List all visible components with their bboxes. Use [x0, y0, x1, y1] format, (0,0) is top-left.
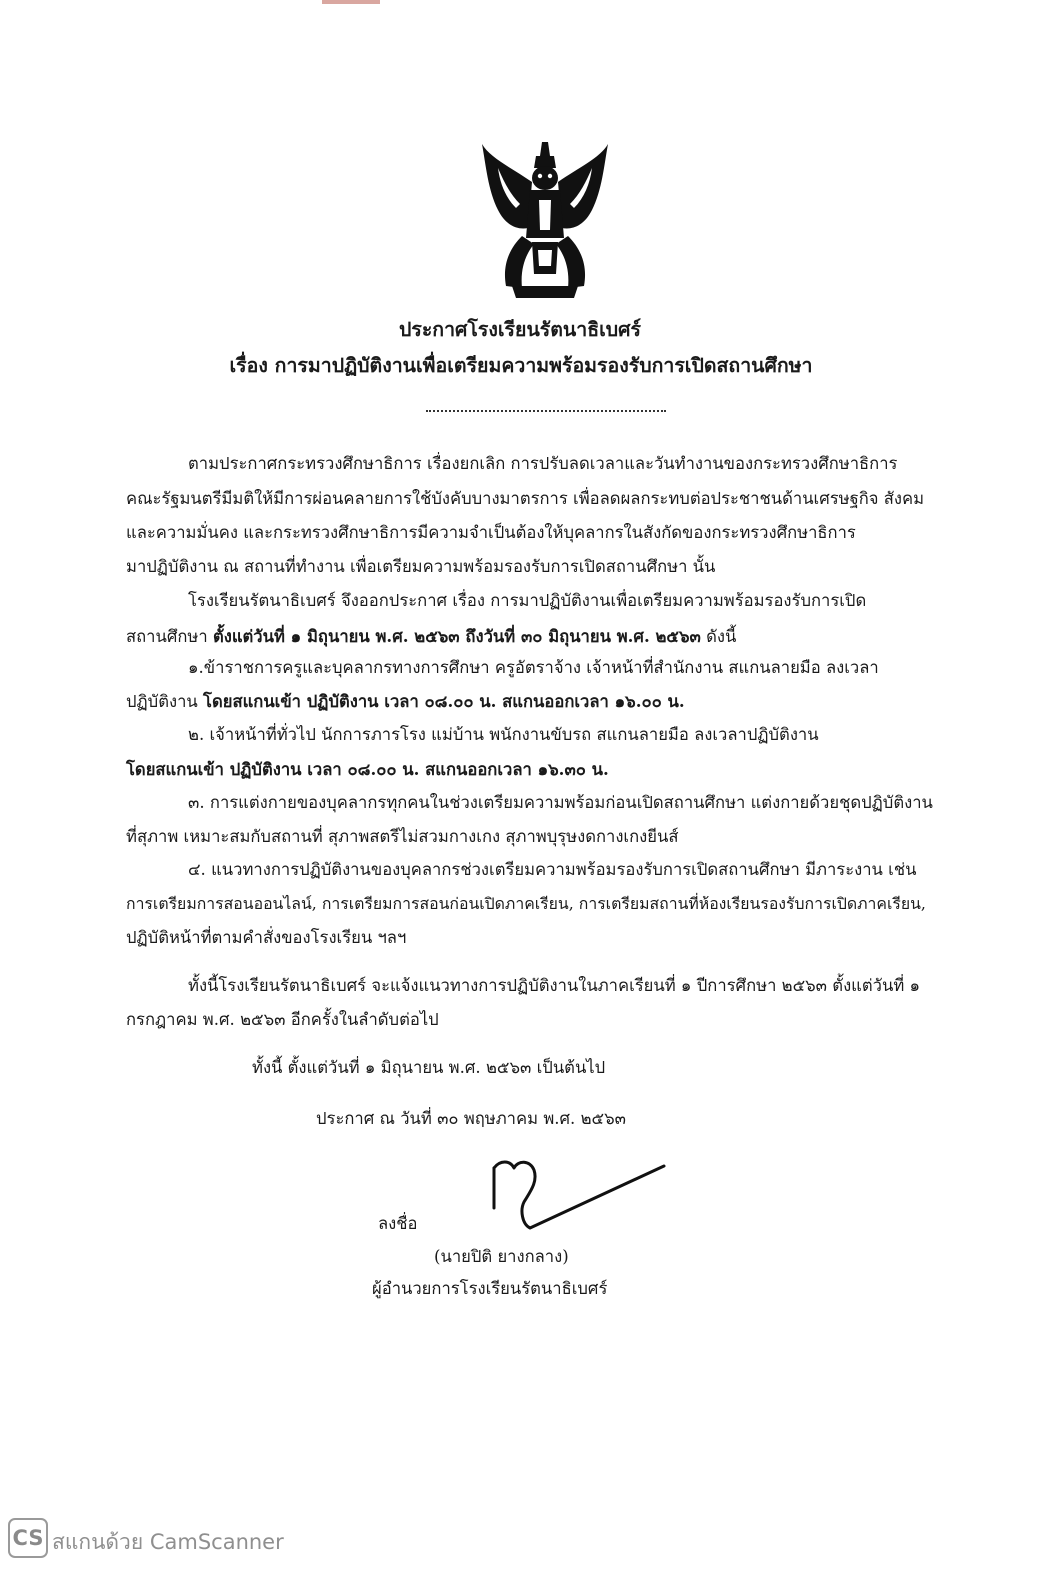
para2-line	[126, 628, 736, 646]
sign-label: ลงชื่อ	[378, 1214, 418, 1233]
item1-line	[126, 693, 685, 711]
item2-line: ๒. เจ้าหน้าที่ทั่วไป นักการภารโรง แม่บ้าน พนักงานขับรถ สแกนลายมือ ลงเวลาปฏิบัติงาน	[188, 725, 819, 744]
signature-stroke	[486, 1158, 668, 1232]
para1-line: มาปฏิบัติงาน ณ สถานที่ทำงาน เพื่อเตรียมความพร้อมรองรับการเปิดสถานศึกษา นั้น	[126, 557, 716, 576]
scan-artifact	[322, 0, 380, 4]
dotted-separator	[426, 410, 666, 412]
camscanner-watermark: สแกนด้วย CamScanner	[52, 1530, 284, 1554]
item2-time: โดยสแกนเข้า ปฏิบัติงาน เวลา ๐๘.๐๐ น. สแกนออกเวลา ๑๖.๓๐ น.	[126, 759, 609, 779]
signer-name: (นายปิติ ยางกลาง)	[434, 1247, 569, 1266]
announcement-subject: เรื่อง การมาปฏิบัติงานเพื่อเตรียมความพร้อมรองรับการเปิดสถานศึกษา	[229, 354, 813, 377]
para1-line: คณะรัฐมนตรีมีมติให้มีการผ่อนคลายการใช้บังคับบางมาตรการ เพื่อลดผลกระทบต่อประชาชนด้านเศรษฐกิจ สังคม	[126, 489, 925, 508]
announcement-date: ประกาศ ณ วันที่ ๓๐ พฤษภาคม พ.ศ. ๒๕๖๓	[316, 1109, 626, 1128]
item1-text: ปฏิบัติงาน	[126, 692, 204, 711]
para1-line: และความมั่นคง และกระทรวงศึกษาธิการมีความจำเป็นต้องให้บุคลากรในสังกัดของกระทรวงศึกษาธิการ	[126, 523, 856, 542]
para2-date-range: ตั้งแต่วันที่ ๑ มิถุนายน พ.ศ. ๒๕๖๓ ถึงวันที่ ๓๐ มิถุนายน พ.ศ. ๒๕๖๓	[212, 626, 701, 646]
para3-line: ทั้งนี้โรงเรียนรัตนาธิเบศร์ จะแจ้งแนวทางการปฏิบัติงานในภาคเรียนที่ ๑ ปีการศึกษา ๒๕๖๓ ตั้งแต่วันที่ ๑	[188, 976, 921, 995]
item3-line: ที่สุภาพ เหมาะสมกับสถานที่ สุภาพสตรีไม่สวมกางเกง สุภาพบุรุษงดกางเกงยีนส์	[126, 827, 679, 846]
item1-time: โดยสแกนเข้า ปฏิบัติงาน เวลา ๐๘.๐๐ น. สแกนออกเวลา ๑๖.๐๐ น.	[203, 691, 685, 711]
announcement-title: ประกาศโรงเรียนรัตนาธิเบศร์	[398, 318, 642, 341]
para2-text: สถานศึกษา	[126, 627, 213, 646]
item1-line: ๑.ข้าราชการครูและบุคลากรทางการศึกษา ครูอัตราจ้าง เจ้าหน้าที่สำนักงาน สแกนลายมือ ลงเวลา	[188, 658, 879, 677]
item4-line: ๔. แนวทางการปฏิบัติงานของบุคลากรช่วงเตรียมความพร้อมรองรับการเปิดสถานศึกษา มีภาระงาน เช่น	[188, 860, 917, 879]
garuda-emblem-icon	[476, 138, 614, 300]
item4-line: ปฏิบัติหน้าที่ตามคำสั่งของโรงเรียน ฯลฯ	[126, 928, 407, 947]
effective-date: ทั้งนี้ ตั้งแต่วันที่ ๑ มิถุนายน พ.ศ. ๒๕๖๓ เป็นต้นไป	[252, 1058, 606, 1077]
camscanner-logo-icon: CS	[8, 1518, 48, 1558]
signer-position: ผู้อำนวยการโรงเรียนรัตนาธิเบศร์	[372, 1279, 608, 1298]
para1-line: ตามประกาศกระทรวงศึกษาธิการ เรื่องยกเลิก การปรับลดเวลาและวันทำงานของกระทรวงศึกษาธิการ	[188, 454, 898, 473]
para2-text: ดังนี้	[700, 627, 737, 646]
item4-line: การเตรียมการสอนออนไลน์, การเตรียมการสอนก่อนเปิดภาคเรียน, การเตรียมสถานที่ห้องเรียนรองรับการเปิดภาคเรียน,	[126, 894, 926, 913]
item3-line: ๓. การแต่งกายของบุคลากรทุกคนในช่วงเตรียมความพร้อมก่อนเปิดสถานศึกษา แต่งกายด้วยชุดปฏิบัติงาน	[188, 793, 933, 812]
para3-line: กรกฎาคม พ.ศ. ๒๕๖๓ อีกครั้งในลำดับต่อไป	[126, 1010, 439, 1029]
para2-line: โรงเรียนรัตนาธิเบศร์ จึงออกประกาศ เรื่อง การมาปฏิบัติงานเพื่อเตรียมความพร้อมรองรับการเปิด	[188, 591, 867, 610]
